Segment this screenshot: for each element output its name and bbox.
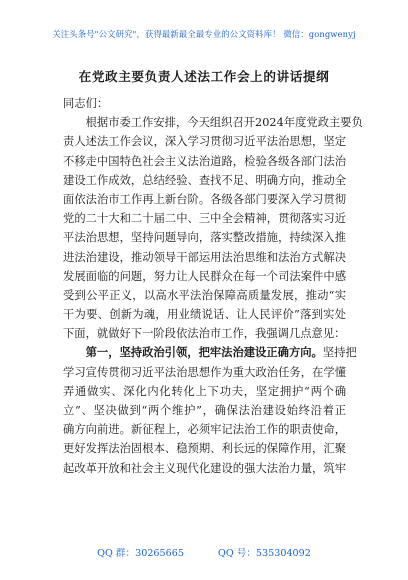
paragraph-1-line: 进法治建设，推动领导干部运用法治思维和法治方式解决 [63,250,346,264]
header-promo-note: 关注头条号"公文研究"，获得最新最全最专业的公文资料库！ 微信：gongwenyj [52,29,356,39]
paragraph-1-line: 建设工作成效，总结经验、查找不足、明确方向，推动全 [63,173,346,187]
paragraph-1-line: 下面，就做好下一阶段依法治市工作，我强调几点意见： [63,327,346,341]
paragraph-2-line: 弄通做实、深化内化转化上下功夫，坚定拥护“两个确 [63,384,346,398]
footer-qq-number: QQ 号：535304092 [217,548,311,559]
paragraph-1-line: 党的二十大和二十届二中、三中全会精神，贯彻落实习近 [63,212,346,226]
paragraph-1-line: 受到公平正义，以高水平法治保障高质量发展，推动“实 [63,288,346,302]
paragraph-1-line: 面依法治市工作再上新台阶。各级各部门要深入学习贯彻 [63,192,346,206]
paragraph-2-heading-tail: 坚持把 [322,346,357,360]
paragraph-1-line: 不移走中国特色社会主义法治道路，检验各级各部门法治 [63,154,346,168]
paragraph-1-line: 发展面临的问题，努力让人民群众在每一个司法案件中感 [63,269,346,283]
paragraph-1-line: 平法治思想，坚持问题导向，落实整改措施，持续深入推 [63,231,346,245]
paragraph-1-line: 根据市委工作安排，今天组织召开2024年度党政主要负 [63,116,363,130]
footer-contact [0,545,408,559]
paragraph-1-line: 干为要、创新为魂，用业绩说话、让人民评价”落到实处 [63,308,346,322]
document-body [63,94,363,478]
paragraph-2-line: 更好发挥法治固根本、稳预期、利长远的保障作用，汇聚 [63,442,346,456]
paragraph-2-line: 起改革开放和社会主义现代化建设的强大法治力量，筑牢 [63,461,346,475]
page-title: 在党政主要负责人述法工作会上的讲话提纲 [78,69,330,84]
paragraph-2-line: 确方向前进。新征程上，必须牢记法治工作的职责使命， [63,423,346,437]
salutation: 同志们： [63,97,109,110]
paragraph-2-first-line [63,343,357,362]
paragraph-2-heading: 第一，坚持政治引领，把牢法治建设正确方向。 [63,345,323,360]
footer-qq-group: QQ 群：30265665 [97,548,184,559]
paragraph-1-line: 责人述法工作会议，深入学习贯彻习近平法治思想，坚定 [63,135,346,149]
paragraph-2-line: 立”、坚决做到“两个维护”，确保法治建设始终沿着正 [63,404,346,417]
paragraph-2-line: 学习宣传贯彻习近平法治思想作为重大政治任务，在学懂 [63,365,346,379]
